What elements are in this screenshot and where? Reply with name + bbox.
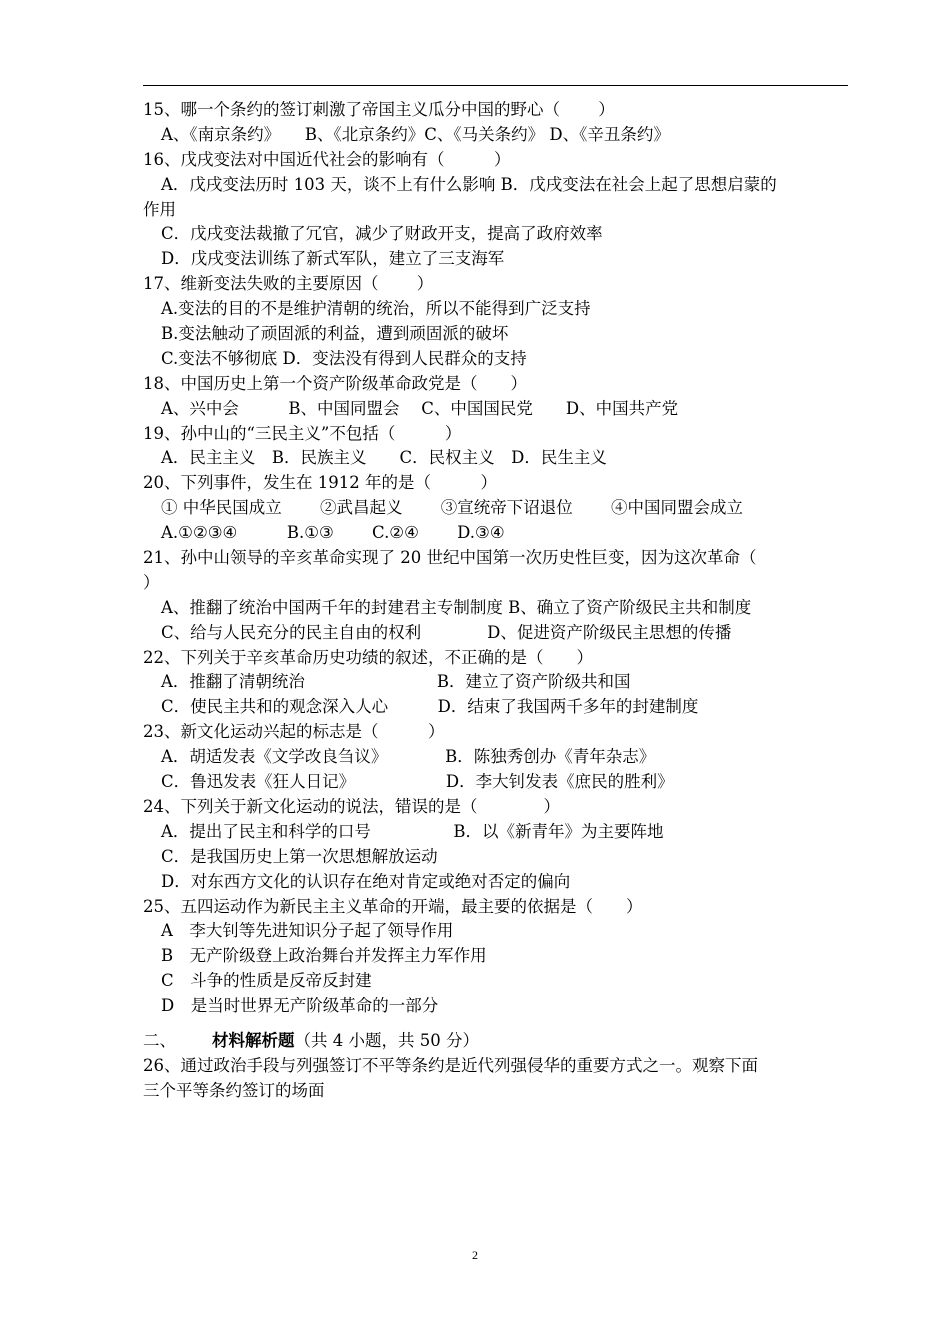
question-26: 26、通过政治手段与列强签订不平等条约是近代列强侵华的重要方式之一。观察下面 [143, 1055, 758, 1075]
section-2-info: （共 4 小题，共 50 分） [294, 1030, 479, 1050]
question-20-events: ① 中华民国成立 ②武昌起义 ③宣统帝下诏退位 ④中国同盟会成立 [161, 498, 743, 518]
question-21-continued: ） [143, 572, 160, 592]
question-20: 20、下列事件，发生在 1912 年的是（ ） [143, 473, 497, 493]
question-15: 15、哪一个条约的签订刺激了帝国主义瓜分中国的野心（ ） [143, 100, 615, 119]
question-26-continued: 三个平等条约签订的场面 [143, 1080, 325, 1100]
question-16: 16、戊戌变法对中国近代社会的影响有（ ） [143, 149, 511, 169]
section-gap [143, 1019, 848, 1029]
question-17-option-cd: C.变法不够彻底 D．变法没有得到人民群众的支持 [161, 348, 527, 368]
question-22: 22、下列关于辛亥革命历史功绩的叙述，不正确的是（ ） [143, 647, 593, 667]
section-2-heading [143, 1029, 848, 1054]
question-16-option-c: C．戊戌变法裁撤了冗官，减少了财政开支，提高了政府效率 [161, 224, 603, 244]
question-18: 18、中国历史上第一个资产阶级革命政党是（ ） [143, 373, 527, 393]
section-2-title: 材料解析题 [212, 1030, 295, 1050]
page-content [143, 98, 848, 1104]
page-number: 2 [472, 1248, 478, 1262]
question-22-options-cd: C．使民主共和的观念深入人心 D．结束了我国两千多年的封建制度 [161, 697, 699, 717]
question-24-option-d: D．对东西方文化的认识存在绝对肯定或绝对否定的偏向 [161, 871, 571, 891]
question-17: 17、维新变法失败的主要原因（ ） [143, 274, 434, 294]
question-25-option-b: B 无产阶级登上政治舞台并发挥主力军作用 [161, 946, 487, 966]
question-18-options: A、兴中会 B、中国同盟会 C、中国国民党 D、中国共产党 [161, 398, 679, 418]
question-25-option-a: A 李大钊等先进知识分子起了领导作用 [161, 921, 454, 941]
section-2-number: 二、 [143, 1030, 176, 1050]
question-25-option-d: D 是当时世界无产阶级革命的一部分 [161, 996, 439, 1016]
question-24: 24、下列关于新文化运动的说法，错误的是（ ） [143, 796, 560, 816]
question-21: 21、孙中山领导的辛亥革命实现了 20 世纪中国第一次历史性巨变，因为这次革命（ [143, 548, 757, 568]
question-16-option-ab-continued: 作用 [143, 199, 176, 219]
question-23: 23、新文化运动兴起的标志是（ ） [143, 722, 445, 742]
question-24-options-ab: A．提出了民主和科学的口号 B．以《新青年》为主要阵地 [161, 821, 664, 841]
question-19-options: A．民主主义 B．民族主义 C．民权主义 D．民生主义 [161, 448, 607, 468]
question-19: 19、孙中山的“三民主义”不包括（ ） [143, 423, 462, 443]
question-25: 25、五四运动作为新民主主义革命的开端，最主要的依据是（ ） [143, 896, 643, 916]
question-20-options: A.①②③④ B.①③ C.②④ D.③④ [161, 523, 505, 543]
question-16-option-d: D．戊戌变法训练了新式军队，建立了三支海军 [161, 249, 505, 269]
question-23-options-ab: A．胡适发表《文学改良刍议》 B．陈独秀创办《青年杂志》 [161, 747, 656, 767]
question-22-options-ab: A．推翻了清朝统治 B．建立了资产阶级共和国 [161, 672, 631, 692]
question-16-option-ab: A．戊戌变法历时 103 天，谈不上有什么影响 B．戊戌变法在社会上起了思想启蒙的 [161, 174, 777, 194]
question-24-option-c: C．是我国历史上第一次思想解放运动 [161, 846, 438, 866]
question-15-options: A、《南京条约》 B、《北京条约》C、《马关条约》 D、《辛丑条约》 [161, 124, 670, 144]
question-25-option-c: C 斗争的性质是反帝反封建 [161, 971, 372, 991]
question-17-option-b: B.变法触动了顽固派的利益，遭到顽固派的破坏 [161, 324, 509, 344]
question-23-options-cd: C．鲁迅发表《狂人日记》 D．李大钊发表《庶民的胜利》 [161, 772, 674, 792]
question-21-options-cd: C、给与人民充分的民主自由的权利 D、促进资产阶级民主思想的传播 [161, 622, 732, 642]
header-rule [143, 85, 848, 86]
question-17-option-a: A.变法的目的不是维护清朝的统治，所以不能得到广泛支持 [161, 299, 591, 319]
question-21-options-ab: A、推翻了统治中国两千年的封建君主专制制度 B、确立了资产阶级民主共和制度 [161, 597, 752, 617]
